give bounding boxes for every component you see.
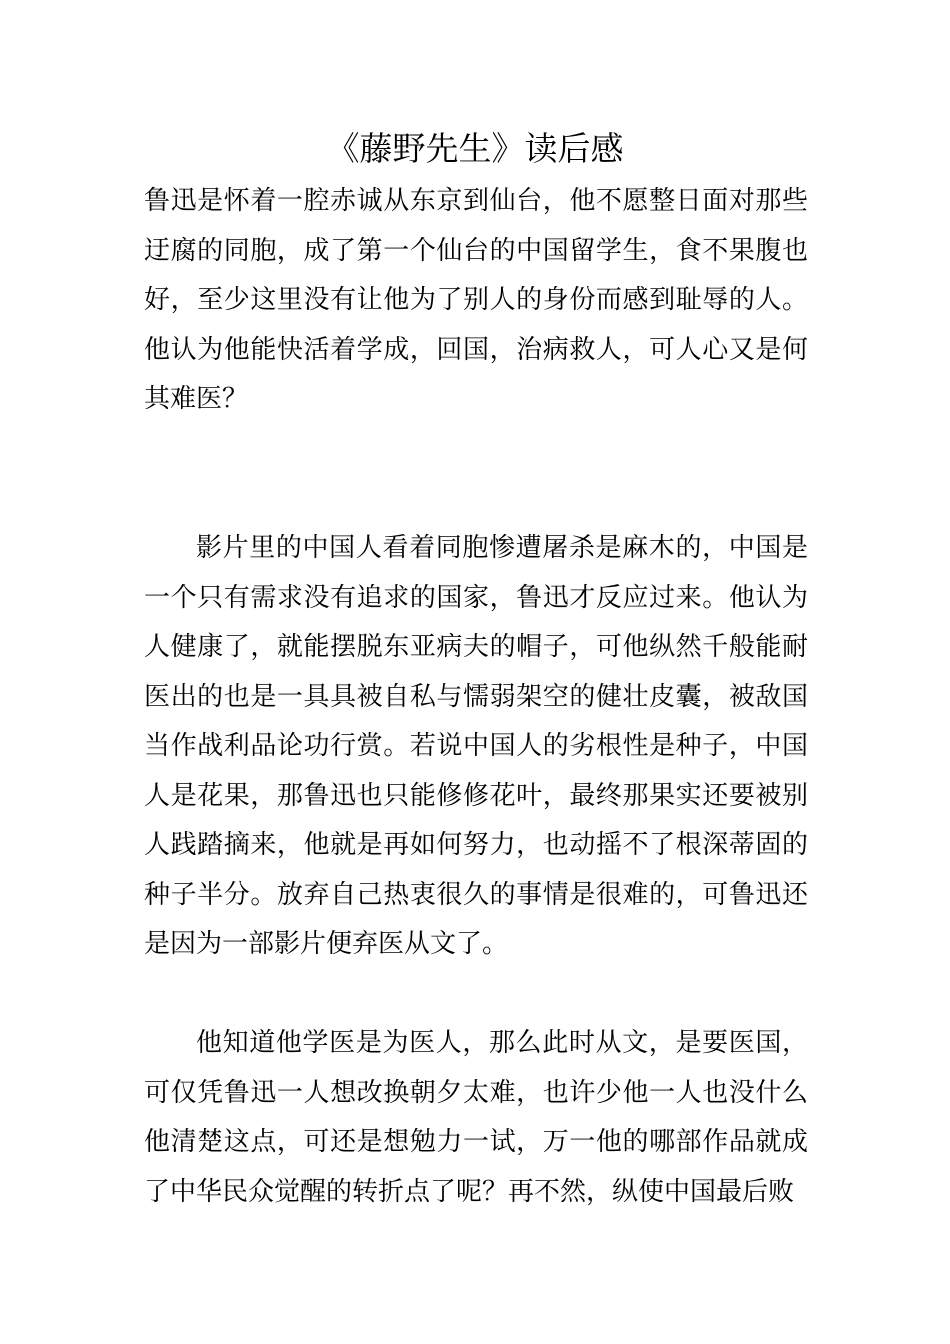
paragraph-1: 鲁迅是怀着一腔赤诚从东京到仙台，他不愿整日面对那些迂腐的同胞，成了第一个仙台的中国留学生，食不果腹也好，至少这里没有让他为了别人的身份而感到耻辱的人。他认为他能快活着学成，回国，治病救人，可人心又是何其难医？ [144,186,808,414]
paragraph-2: 影片里的中国人看着同胞惨遭屠杀是麻木的，中国是一个只有需求没有追求的国家，鲁迅才反应过来。他认为人健康了，就能摆脱东亚病夫的帽子，可他纵然千般能耐医出的也是一具具被自私与懦弱架空的健壮皮囊，被敌国当作战利品论功行赏。若说中国人的劣根性是种子，中国人是花果，那鲁迅也只能修修花叶，最终那果实还要被别人践踏摘来，他就是再如何努力，也动摇不了根深蒂固的种子半分。放弃自己热衷很久的事情是很难的，可鲁迅还是因为一部影片便弃医从文了。 [144,533,808,959]
paragraph-3: 他知道他学医是为医人，那么此时从文，是要医国，可仅凭鲁迅一人想改换朝夕太难，也许少他一人也没什么他清楚这点，可还是想勉力一试，万一他的哪部作品就成了中华民众觉醒的转折点了呢？再不然，纵使中国最后败 [144,1028,808,1207]
document-title: 《藤野先生》读后感 [326,129,624,168]
